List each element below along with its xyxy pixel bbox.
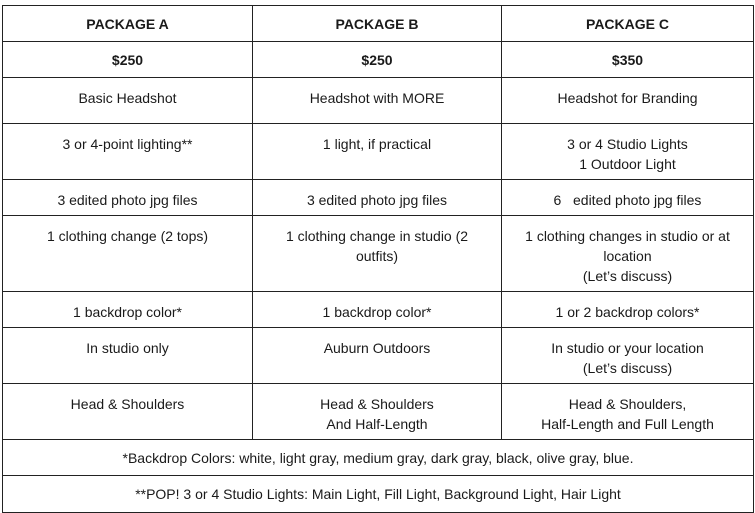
cell-line: Head & Shoulders, [568, 396, 687, 412]
cell-line: In studio or your location [551, 340, 704, 356]
table-row-backdrop [3, 292, 754, 328]
cell-line: 3 or 4 Studio Lights [567, 136, 688, 152]
cell-line: Head & Shoulders [70, 396, 185, 412]
package-comparison-table [2, 5, 754, 513]
cell-a-lighting [3, 124, 253, 180]
cell-a-location [3, 328, 253, 384]
cell-line: 1 clothing changes in studio or at [525, 228, 730, 244]
cell-line: Headshot for Branding [557, 90, 698, 106]
footnote-row-backdrop-colors [3, 440, 754, 476]
cell-line: 1 Outdoor Light [579, 156, 676, 172]
cell-line: Headshot with MORE [309, 90, 445, 106]
cell-b-backdrop [253, 292, 502, 328]
header-package-b: PACKAGE B [253, 6, 502, 42]
header-package-a: PACKAGE A [3, 6, 253, 42]
cell-line: 1 or 2 backdrop colors* [555, 304, 700, 320]
cell-line: outfits) [355, 248, 398, 264]
price-package-b: $250 [253, 42, 502, 78]
cell-b-name [253, 78, 502, 124]
cell-line: 3 or 4-point lighting** [62, 136, 193, 152]
price-package-a: $250 [3, 42, 253, 78]
backdrop-colors-note: *Backdrop Colors: white, light gray, medium gray, dark gray, black, olive gray, blue. [3, 440, 754, 476]
cell-line: Auburn Outdoors [323, 340, 431, 356]
cell-b-lighting [253, 124, 502, 180]
price-row [3, 42, 754, 78]
cell-b-framing [253, 384, 502, 440]
studio-lights-note: **POP! 3 or 4 Studio Lights: Main Light, Fill Light, Background Light, Hair Light [3, 476, 754, 513]
cell-line: 3 edited photo jpg files [57, 192, 198, 208]
cell-line: 1 light, if practical [322, 136, 432, 152]
cell-c-name [502, 78, 754, 124]
cell-a-framing [3, 384, 253, 440]
cell-line: (Let’s discuss) [582, 360, 673, 376]
cell-a-files [3, 180, 253, 216]
cell-line: And Half-Length [326, 416, 428, 432]
cell-line: 3 edited photo jpg files [306, 192, 448, 208]
cell-line: Basic Headshot [78, 90, 177, 106]
table-row-framing [3, 384, 754, 440]
header-package-c: PACKAGE C [502, 6, 754, 42]
cell-b-clothing [253, 216, 502, 292]
cell-line: 1 clothing change (2 tops) [46, 228, 209, 244]
cell-c-lighting [502, 124, 754, 180]
cell-line: 1 backdrop color* [73, 304, 182, 320]
table-row-files [3, 180, 754, 216]
cell-c-framing [502, 384, 754, 440]
table-row-lighting [3, 124, 754, 180]
table-row-clothing [3, 216, 754, 292]
footnote-row-studio-lights [3, 476, 754, 513]
cell-line: 1 clothing change in studio (2 [285, 228, 469, 244]
header-row [3, 6, 754, 42]
cell-line: Head & Shoulders [320, 396, 434, 412]
cell-b-location [253, 328, 502, 384]
price-package-c: $350 [502, 42, 754, 78]
table-row-location [3, 328, 754, 384]
cell-c-files [502, 180, 754, 216]
cell-line: (Let’s discuss) [582, 268, 673, 284]
cell-line: Half-Length and Full Length [541, 416, 714, 432]
table-row-name [3, 78, 754, 124]
cell-a-clothing [3, 216, 253, 292]
cell-c-backdrop [502, 292, 754, 328]
cell-a-name [3, 78, 253, 124]
cell-c-clothing [502, 216, 754, 292]
cell-line: 6 edited photo jpg files [553, 192, 702, 208]
cell-c-location [502, 328, 754, 384]
cell-line: In studio only [86, 340, 169, 356]
cell-line: 1 backdrop color* [322, 304, 432, 320]
cell-line: location [603, 248, 652, 264]
cell-a-backdrop [3, 292, 253, 328]
cell-b-files [253, 180, 502, 216]
